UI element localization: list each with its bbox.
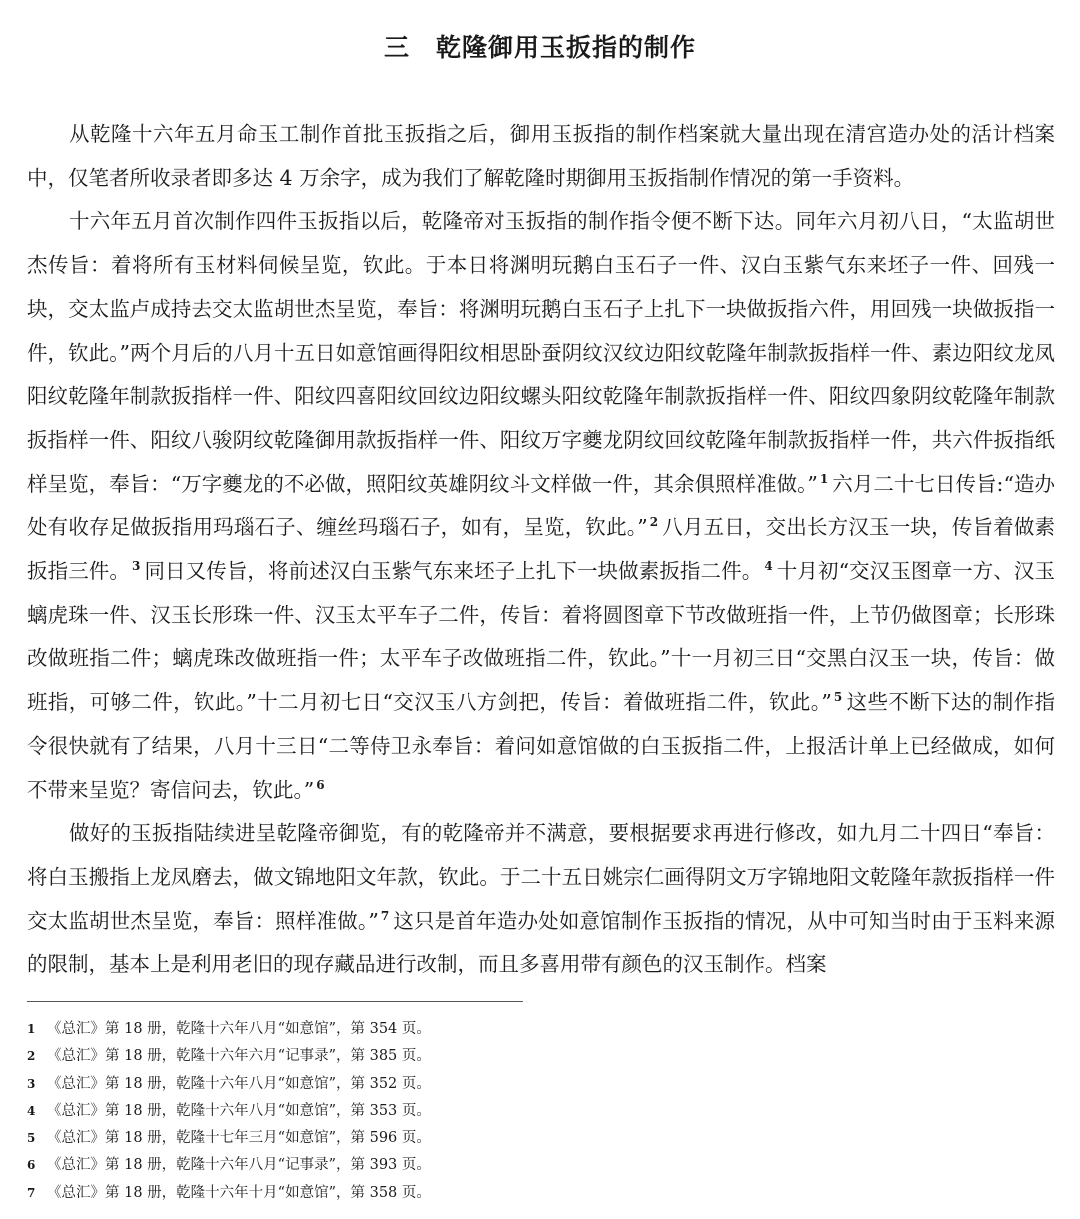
body-text [27, 113, 1055, 987]
text-run: 做好的玉扳指陆续进呈乾隆帝御览，有的乾隆帝并不满意，要根据要求再进行修改，如九月二十四日“奉旨：将白玉搬指上龙凤磨去，做文锦地阳文年款，钦此。于二十五日姚宗仁画得阴文万字锦地阳文乾隆年款扳指样一件交太监胡世杰呈览，奉旨：照样准做。” [27, 821, 1055, 933]
footnote-text: 《总汇》第 18 册，乾隆十六年十月“如意馆”，第 358 页。 [47, 1184, 431, 1201]
footnote-text: 《总汇》第 18 册，乾隆十六年八月“如意馆”，第 353 页。 [47, 1102, 431, 1119]
footnote-number: 7 [27, 1185, 36, 1200]
footnote-number: 5 [27, 1131, 36, 1146]
footnote-number: 2 [27, 1049, 36, 1064]
footnote-ref: 2 [649, 515, 659, 530]
paragraph [27, 200, 1055, 812]
text-run: 十月初“交汉玉图章一方、汉玉螭虎珠一件、汉玉长形珠一件、汉玉太平车子二件，传旨：着将圆图章下节改做班指一件，上节仍做图章；长形珠改做班指二件；螭虎珠改做班指一件；太平车子改做班指二件，钦此。”十一月初三日“交黑白汉玉一块，传旨：做班指，可够二件，钦此。”十二月初七日“交汉玉八方剑把，传旨：着做班指二件，钦此。” [27, 559, 1056, 715]
footnote-ref: 1 [819, 471, 829, 486]
text-run: 从乾隆十六年五月命玉工制作首批玉扳指之后，御用玉扳指的制作档案就大量出现在清宫造办处的活计档案中，仅笔者所收录者即多达 4 万余字，成为我们了解乾隆时期御用玉扳指制作情况的第一手资料。 [27, 122, 1055, 190]
paragraph [27, 812, 1055, 987]
section-heading: 三 乾隆御用玉扳指的制作 [383, 33, 696, 62]
footnote-list [27, 1016, 727, 1207]
text-run: 六月二十七日传旨:“造办处有收存足做扳指用玛瑙石子、缠丝玛瑙石子，如有，呈览，钦此。” [27, 471, 1055, 540]
footnote-text: 《总汇》第 18 册，乾隆十六年八月“记事录”，第 393 页。 [47, 1157, 431, 1174]
footnote [27, 1016, 727, 1043]
footnote-number: 3 [27, 1076, 36, 1091]
footnote-ref: 6 [316, 777, 325, 792]
footnote-ref: 4 [764, 559, 773, 574]
footnote-number: 4 [27, 1103, 36, 1118]
paragraph [27, 113, 1055, 200]
footnote [27, 1180, 727, 1207]
footnote-number: 6 [27, 1158, 36, 1173]
footnote-text: 《总汇》第 18 册，乾隆十六年八月“如意馆”，第 352 页。 [47, 1075, 431, 1092]
footnote-number: 1 [27, 1022, 36, 1036]
text-run: 同日又传旨，将前述汉白玉紫气东来坯子上扎下一块做素扳指二件。 [144, 559, 763, 584]
text-run: 这些不断下达的制作指令很快就有了结果，八月十三日“二等侍卫永奉旨：着问如意馆做的白玉扳指二件，上报活计单上已经做成，如何不带来呈览？寄信问去，钦此。” [27, 690, 1055, 802]
text-run: 十六年五月首次制作四件玉扳指以后，乾隆帝对玉扳指的制作指令便不断下达。同年六月初八日，“太监胡世杰传旨：着将所有玉材料伺候呈览，钦此。于本日将渊明玩鹅白玉石子一件、汉白玉紫气东来坯子一件、回残一块，交太监卢成持去交太监胡世杰呈览，奉旨：将渊明玩鹅白玉石子上扎下一块做扳指六件，用回残一块做扳指一件，钦此。”两个月后的八月十五日如意馆画得阳纹相思卧蚕阴纹汉纹边阳纹乾隆年制款扳指样一件、素边阳纹龙凤阳纹乾隆年制款扳指样一件、阳纹四喜阳纹回纹边阳纹螺头阳纹乾隆年制款扳指样一件、阳纹四象阴纹乾隆年制款扳指样一件、阳纹八骏阴纹乾隆御用款扳指样一件、阳纹万字夔龙阴纹回纹乾隆年制款扳指样一件，共六件扳指纸样呈览，奉旨：“万字夔龙的不必做，照阳纹英雄阴纹斗文样做一件，其余俱照样准做。” [27, 209, 1055, 496]
footnote-ref: 5 [833, 690, 843, 705]
footnote [27, 1071, 727, 1098]
footnote-divider [27, 1001, 523, 1002]
text-run: 八月五日，交出长方汉玉一块，传旨着做素扳指三件。 [27, 515, 1055, 584]
footnote [27, 1098, 727, 1125]
footnote [27, 1125, 727, 1152]
text-run: 这只是首年造办处如意馆制作玉扳指的情况，从中可知当时由于玉料来源的限制，基本上是利用老旧的现存藏品进行改制，而且多喜用带有颜色的汉玉制作。档案 [27, 908, 1056, 977]
footnote-text: 《总汇》第 18 册，乾隆十七年三月“如意馆”，第 596 页。 [47, 1130, 431, 1147]
footnote [27, 1152, 727, 1179]
footnote [27, 1043, 727, 1070]
footnote-text: 《总汇》第 18 册，乾隆十六年八月“如意馆”，第 354 页。 [47, 1021, 431, 1037]
footnote-ref: 3 [131, 559, 141, 574]
footnote-ref: 7 [380, 908, 390, 923]
footnote-text: 《总汇》第 18 册，乾隆十六年六月“记事录”，第 385 页。 [47, 1048, 431, 1065]
